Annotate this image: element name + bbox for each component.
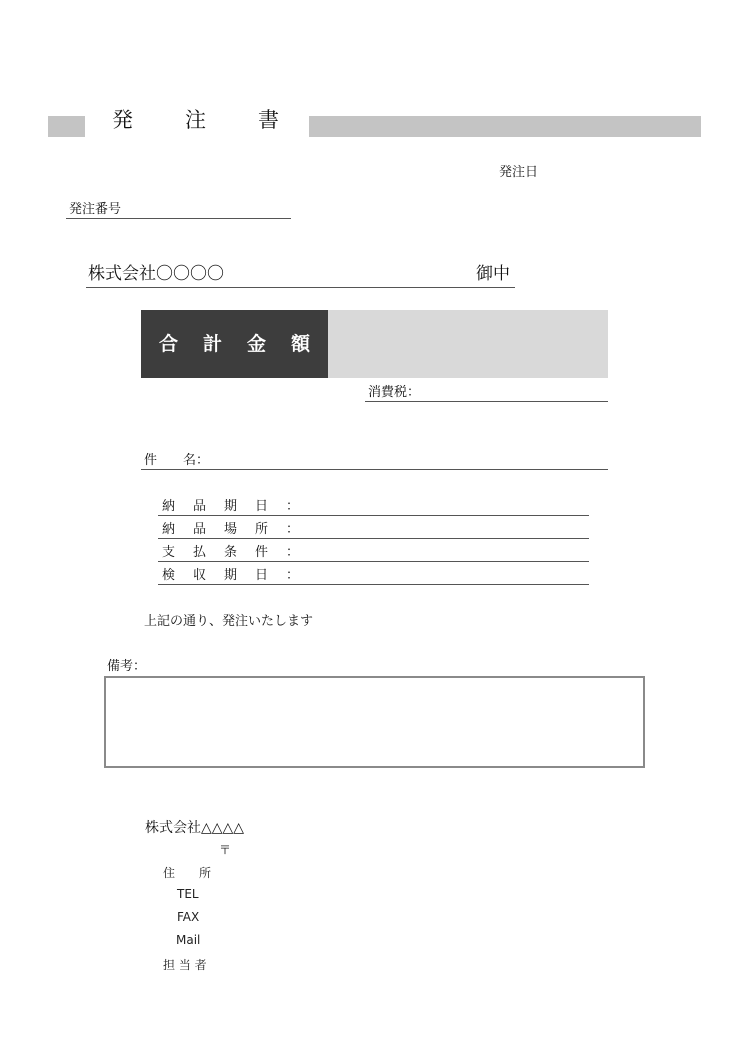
- subject-line: [141, 469, 608, 470]
- recipient-line: [86, 287, 515, 288]
- total-char: 額: [291, 333, 311, 355]
- recipient-honorific: 御中: [476, 264, 510, 284]
- remarks-box[interactable]: [104, 676, 645, 768]
- subject-label: 件 名：: [144, 453, 210, 468]
- sender-company: 株式会社△△△△: [145, 820, 245, 836]
- total-char: 金: [247, 333, 267, 355]
- total-amount-label: [141, 310, 328, 378]
- delivery-place-line: [158, 538, 589, 539]
- contact-person-label: 担 当 者: [163, 958, 207, 972]
- order-statement: 上記の通り、発注いたします: [144, 614, 314, 629]
- total-char: 合: [159, 333, 179, 355]
- postal-mark: 〒: [219, 843, 232, 857]
- title-band-left: [48, 116, 85, 137]
- delivery-place-label: 納 品 場 所 ：: [162, 522, 300, 537]
- title-char: 注: [185, 108, 206, 132]
- delivery-date-line: [158, 515, 589, 516]
- document-title: [112, 104, 279, 134]
- payment-terms-line: [158, 561, 589, 562]
- mail-label: Mail: [176, 933, 201, 947]
- total-char: 計: [203, 333, 223, 355]
- title-band-right: [309, 116, 701, 137]
- order-date-label: 発注日: [499, 165, 539, 180]
- order-number-line: [66, 218, 291, 219]
- title-char: 発: [112, 108, 133, 132]
- tax-line: [365, 401, 608, 402]
- tel-label: TEL: [177, 887, 199, 901]
- fax-label: FAX: [177, 910, 200, 924]
- delivery-date-label: 納 品 期 日 ：: [162, 499, 300, 514]
- inspection-date-line: [158, 584, 589, 585]
- address-label: 住 所: [163, 866, 212, 880]
- remarks-label: 備考：: [107, 659, 147, 674]
- order-number-label: 発注番号: [69, 202, 122, 217]
- recipient-name: 株式会社〇〇〇〇: [88, 264, 224, 284]
- payment-terms-label: 支 払 条 件 ：: [162, 545, 300, 560]
- title-char: 書: [258, 108, 279, 132]
- inspection-date-label: 検 収 期 日 ：: [162, 568, 300, 583]
- tax-label: 消費税：: [368, 385, 421, 400]
- total-amount-field[interactable]: [328, 310, 608, 378]
